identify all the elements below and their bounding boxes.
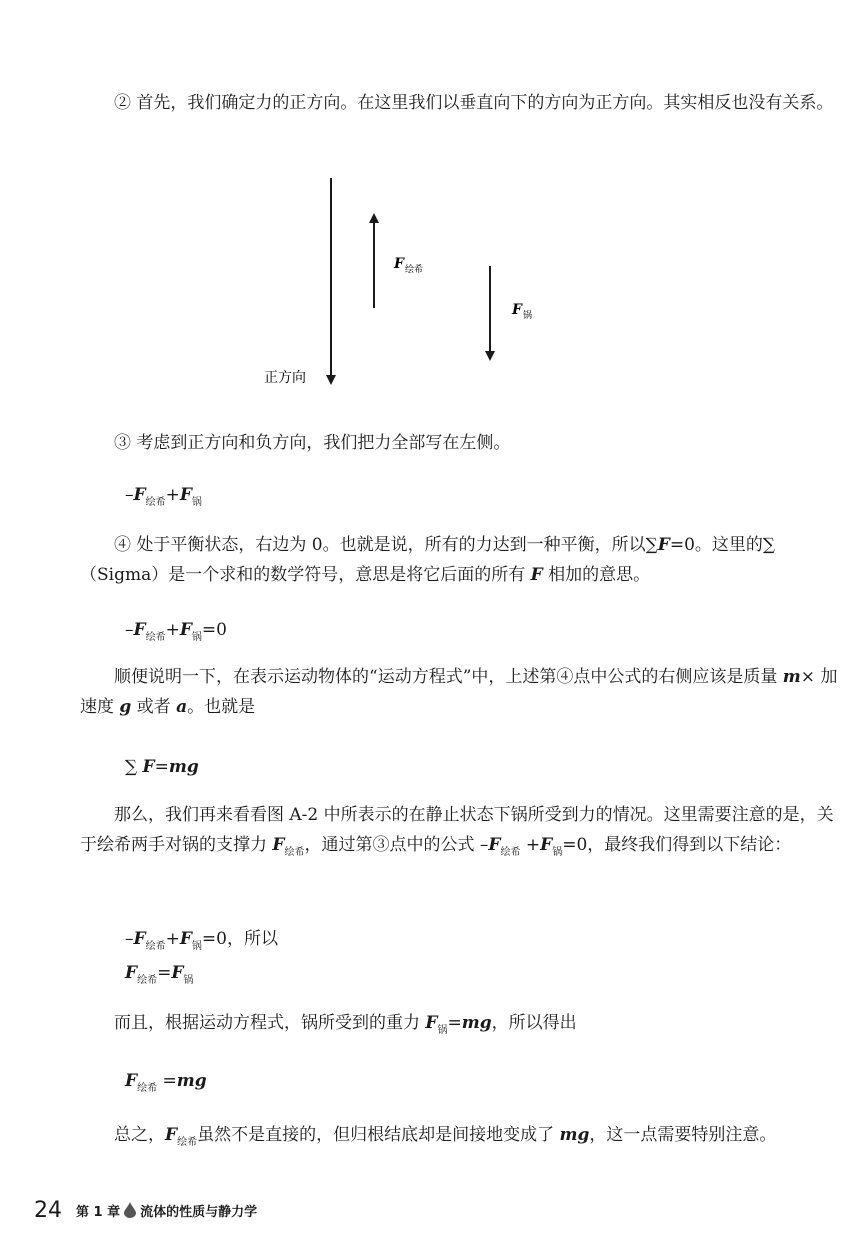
para5-f3: F bbox=[540, 835, 553, 855]
page-number: 24 bbox=[34, 1197, 62, 1223]
eq2-sub1: 绘希 bbox=[145, 632, 166, 643]
eq3-mg: mg bbox=[168, 757, 199, 777]
equation-4 bbox=[125, 924, 278, 962]
equation-3 bbox=[125, 752, 199, 782]
note-paragraph bbox=[80, 662, 840, 722]
eq4-plus: + bbox=[165, 929, 180, 949]
eq2-rhs: =0 bbox=[201, 620, 227, 640]
step2-paragraph bbox=[80, 88, 840, 118]
para5-plus: + bbox=[520, 835, 541, 855]
para6-f: F bbox=[425, 1013, 438, 1033]
step4-text bbox=[80, 530, 840, 590]
eq1-f2: F bbox=[179, 485, 192, 505]
step3-text: ③ 考虑到正方向和负方向，我们把力全部写在左侧。 bbox=[114, 433, 511, 453]
para7-text bbox=[80, 1120, 840, 1158]
note-text bbox=[80, 662, 840, 722]
force-guo-label: F bbox=[512, 302, 522, 318]
note-pre: 顺便说明一下，在表示运动物体的“运动方程式”中，上述第④点中公式的右侧应该是质量 bbox=[114, 667, 783, 687]
para5-text bbox=[80, 800, 840, 868]
para7-sub: 绘希 bbox=[177, 1137, 198, 1148]
eq2-f1: F bbox=[133, 620, 146, 640]
eq1-sub1: 绘希 bbox=[145, 497, 166, 508]
para6-mg: mg bbox=[461, 1013, 492, 1033]
para7-mid: 虽然不是直接的，但归根结底却是间接地变成了 bbox=[197, 1125, 560, 1145]
eq6-sub: 绘希 bbox=[137, 1083, 158, 1094]
step4-post: 相加的意思。 bbox=[542, 565, 651, 585]
eq3-eq: = bbox=[154, 757, 169, 777]
equation-1 bbox=[125, 480, 202, 518]
note-a: a bbox=[176, 697, 188, 717]
eq2-sign: – bbox=[125, 620, 134, 640]
note-g: g bbox=[119, 697, 132, 717]
droplet-icon bbox=[123, 1202, 137, 1218]
note-or: 或者 bbox=[131, 697, 177, 717]
eq4-sign: – bbox=[125, 929, 134, 949]
step4-paragraph bbox=[80, 530, 840, 590]
para5-sub3: 锅 bbox=[552, 847, 563, 858]
para6-sub: 锅 bbox=[437, 1025, 448, 1036]
page-footer bbox=[34, 1196, 257, 1224]
note-post: 。也就是 bbox=[187, 697, 256, 717]
eq5-f2: F bbox=[171, 963, 184, 983]
para7-f: F bbox=[165, 1125, 178, 1145]
eq2-sub2: 锅 bbox=[191, 632, 202, 643]
eq1-sub2: 锅 bbox=[191, 497, 202, 508]
para5-sub: 绘希 bbox=[284, 847, 305, 858]
eq2-f2: F bbox=[179, 620, 192, 640]
para5-paragraph bbox=[80, 800, 840, 868]
step4-pre: ④ 处于平衡状态，右边为 0。也就是说，所有的力达到一种平衡，所以∑ bbox=[114, 535, 658, 555]
eq4-sub2: 锅 bbox=[191, 941, 202, 952]
step3-paragraph bbox=[80, 428, 840, 458]
positive-direction-label: 正方向 bbox=[264, 370, 306, 386]
note-times: × 加速度 bbox=[80, 667, 838, 717]
para7-mg: mg bbox=[559, 1125, 590, 1145]
eq4-f2: F bbox=[179, 929, 192, 949]
eq3-sigma: ∑ bbox=[125, 757, 138, 777]
eq5-sub1: 绘希 bbox=[137, 975, 158, 986]
para5-f: F bbox=[272, 835, 285, 855]
eq6-f: F bbox=[125, 1071, 138, 1091]
equation-5 bbox=[125, 958, 193, 996]
eq4-sub1: 绘希 bbox=[145, 941, 166, 952]
eq4-f1: F bbox=[133, 929, 146, 949]
eq1-f1: F bbox=[133, 485, 146, 505]
para5-f2: F bbox=[488, 835, 501, 855]
para7-post: ，这一点需要特别注意。 bbox=[589, 1125, 777, 1145]
eq6-mg: mg bbox=[176, 1071, 207, 1091]
para6-text bbox=[80, 1008, 840, 1046]
para6-post: ，所以得出 bbox=[491, 1013, 577, 1033]
para6-pre: 而且，根据运动方程式，锅所受到的重力 bbox=[114, 1013, 426, 1033]
chapter-label: 第 1 章 bbox=[76, 1204, 121, 1220]
eq5-eq: = bbox=[157, 963, 172, 983]
equation-6 bbox=[125, 1066, 207, 1104]
step4-f: F bbox=[530, 565, 543, 585]
para6-eq: = bbox=[447, 1013, 462, 1033]
eq1-plus: + bbox=[165, 485, 180, 505]
equation-2 bbox=[125, 615, 227, 653]
eq5-f1: F bbox=[125, 963, 138, 983]
eq6-eq: = bbox=[157, 1071, 177, 1091]
eq5-sub2: 锅 bbox=[183, 975, 194, 986]
step4-fsum: F bbox=[657, 535, 670, 555]
para5-mid: ，通过第③点中的公式 – bbox=[304, 835, 489, 855]
para7-paragraph bbox=[80, 1120, 840, 1158]
para6-paragraph bbox=[80, 1008, 840, 1046]
force-diagram bbox=[250, 170, 570, 400]
step4-mid: =0。这里的∑（Sigma）是一个求和的数学符号，意思是将它后面的所有 bbox=[80, 535, 776, 585]
eq2-plus: + bbox=[165, 620, 180, 640]
para7-pre: 总之， bbox=[114, 1125, 165, 1145]
para5-pre: 那么，我们再来看看图 A-2 中所表示的在静止状态下锅所受到力的情况。这里需要注意的是，关于绘希两手对锅的支撑力 bbox=[80, 805, 834, 855]
force-huixi-label: F bbox=[394, 256, 404, 272]
eq3-f: F bbox=[142, 757, 155, 777]
force-huixi-sub: 绘希 bbox=[405, 265, 424, 275]
para5-sub2: 绘希 bbox=[500, 847, 521, 858]
force-guo-sub: 锅 bbox=[523, 311, 533, 321]
chapter-title: 流体的性质与静力学 bbox=[140, 1204, 258, 1220]
step2-text: ② 首先，我们确定力的正方向。在这里我们以垂直向下的方向为正方向。其实相反也没有关系。 bbox=[114, 93, 834, 113]
para5-post: =0，最终我们得到以下结论： bbox=[562, 835, 792, 855]
note-m: m bbox=[782, 667, 801, 687]
eq4-rhs: =0，所以 bbox=[201, 929, 278, 949]
eq1-sign: – bbox=[125, 485, 134, 505]
